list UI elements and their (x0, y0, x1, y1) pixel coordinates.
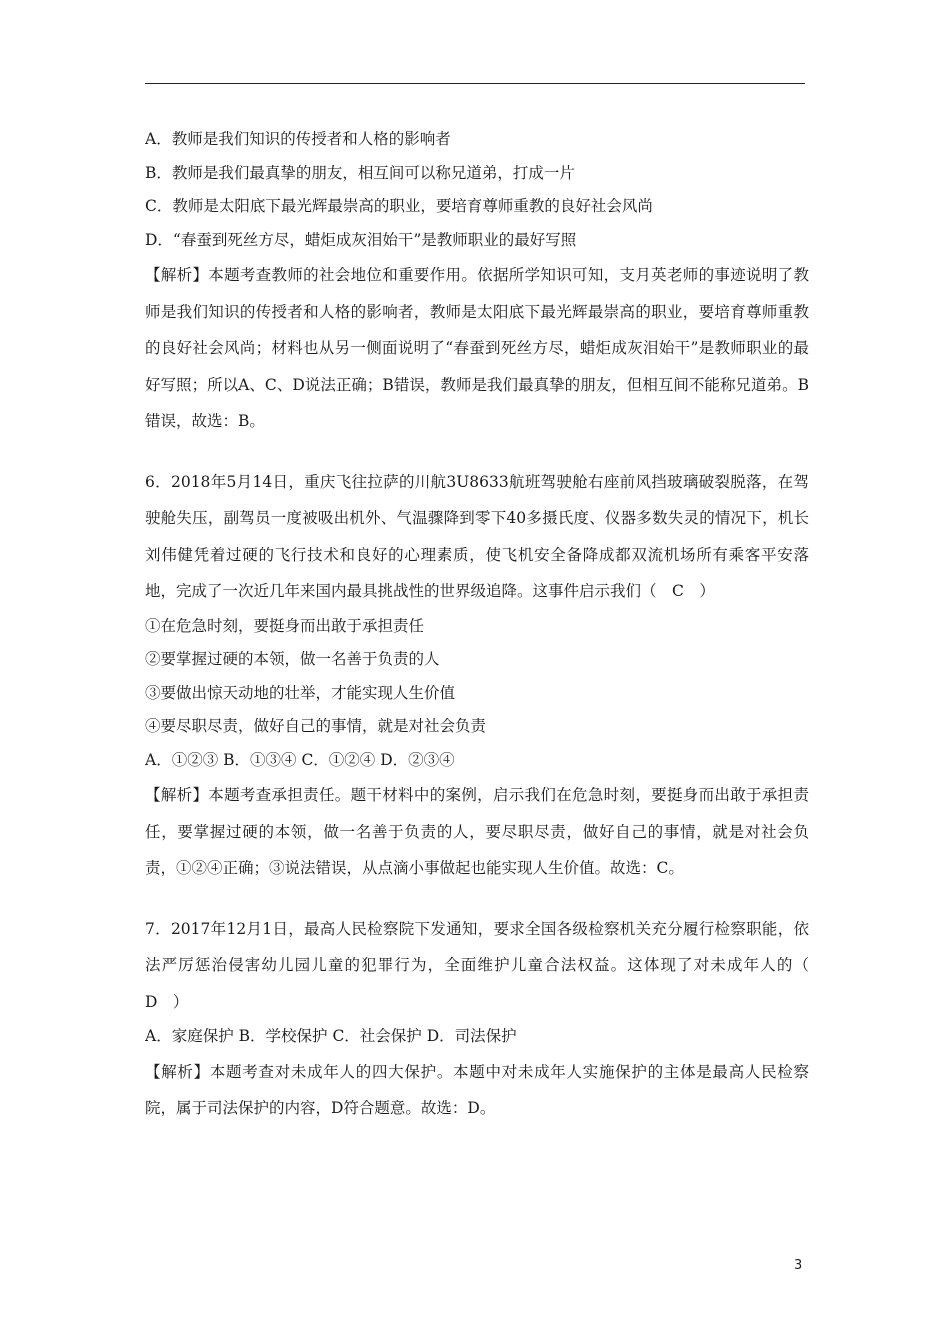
spacer (145, 440, 809, 464)
q6-statement-3: ③要做出惊天动地的壮举，才能实现人生价值 (145, 683, 456, 702)
q6-analysis: 【解析】本题考查承担责任。题干材料中的案例，启示我们在危急时刻，要挺身而出敢于承担责任，要掌握过硬的本领，做一名善于负责的人，要尽职尽责，做好自己的事情，就是对社会负责，①②④正确；③说法错误，从点滴小事做起也能实现人生价值。故选：C。 (145, 786, 809, 877)
q6-statement-1: ①在危急时刻，要挺身而出敢于承担责任 (145, 616, 425, 635)
q6-statement-2: ②要掌握过硬的本领，做一名善于负责的人 (145, 650, 440, 668)
q5-option-b: B．教师是我们最真挚的朋友，相互间可以称兄道弟，打成一片 (145, 163, 575, 182)
q5-option-a: A．教师是我们知识的传授者和人格的影响者 (145, 130, 451, 148)
question-5 (145, 123, 809, 440)
spacer (145, 887, 809, 911)
question-7 (145, 911, 825, 1127)
q7-choices: A．家庭保护 B．学校保护 C．社会保护 D．司法保护 (145, 1027, 517, 1045)
q7-stem: 7．2017年12月1日，最高人民检察院下发通知，要求全国各级检察机关充分履行检察职能，依法严厉惩治侵害幼儿园儿童的犯罪行为，全面维护儿童合法权益。这体现了对未成年人的（ D ） (145, 919, 825, 1011)
q5-option-c: C．教师是太阳底下最光辉最崇高的职业，要培育尊师重教的良好社会风尚 (145, 197, 653, 215)
page-number: 3 (794, 1258, 803, 1273)
question-6 (145, 464, 809, 887)
q6-choices: A．①②③ B．①③④ C．①②④ D．②③④ (145, 750, 455, 769)
q6-stem: 6．2018年5月14日，重庆飞往拉萨的川航3U8633航班驾驶舱右座前风挡玻璃破裂脱落，在驾驶舱失压，副驾员一度被吸出机外、气温骤降到零下40多摄氏度、仪器多数失灵的情况下，机长刘伟健凭着过硬的飞行技术和良好的心理素质，使飞机安全备降成都双流机场所有乘客平安落地，完成了一次近几年来国内最具挑战性的世界级追降。这事件启示我们（ C ） (145, 472, 809, 600)
q5-analysis: 【解析】本题考查教师的社会地位和重要作用。依据所学知识可知，支月英老师的事迹说明了教师是我们知识的传授者和人格的影响者，教师是太阳底下最光辉最崇高的职业，要培育尊师重教的良好社会风尚；材料也从另一侧面说明了“春蚕到死丝方尽，蜡炬成灰泪始干”是教师职业的最好写照；所以A、C、D说法正确；B错误，教师是我们最真挚的朋友，但相互间不能称兄道弟。B错误，故选：B。 (145, 266, 809, 430)
q5-option-d: D．“春蚕到死丝方尽，蜡炬成灰泪始干”是教师职业的最好写照 (145, 230, 577, 249)
q6-statement-4: ④要尽职尽责，做好自己的事情，就是对社会负责 (145, 717, 487, 735)
header-rule (145, 83, 805, 84)
document-body (145, 123, 825, 1127)
q7-analysis: 【解析】本题考查对未成年人的四大保护。本题中对未成年人实施保护的主体是最高人民检察院，属于司法保护的内容，D符合题意。故选：D。 (145, 1062, 809, 1117)
